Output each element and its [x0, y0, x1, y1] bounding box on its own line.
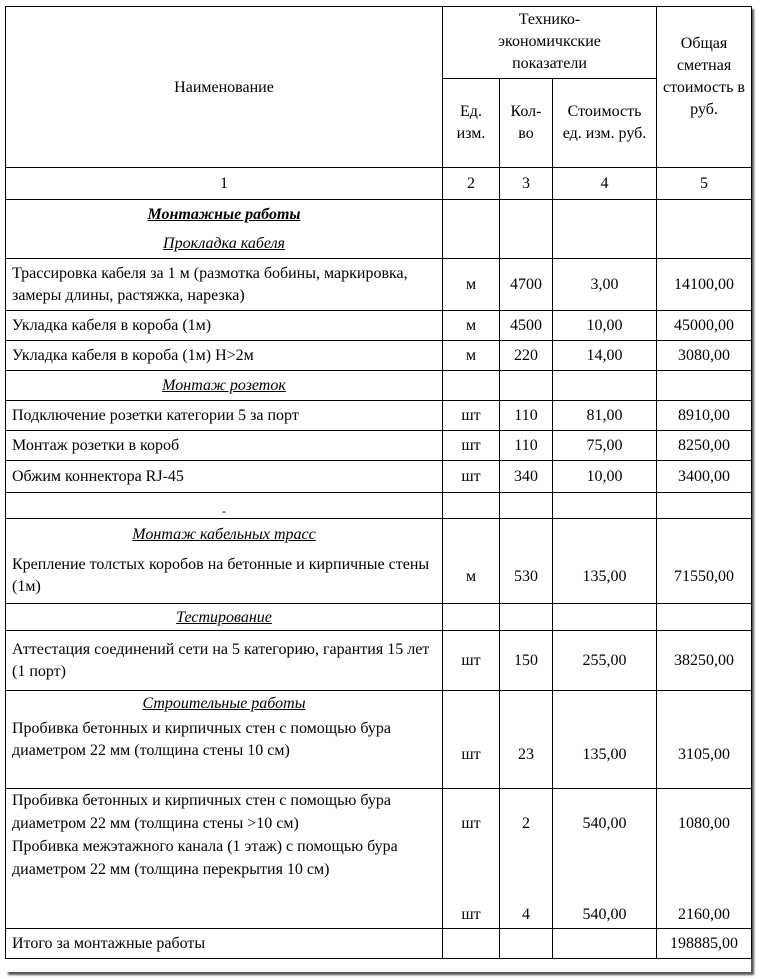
- section-construction-title: Строительные работы: [142, 695, 306, 712]
- construction-cell: [6, 691, 443, 789]
- row-qty: 4: [522, 906, 530, 923]
- row-name: Аттестация соединений сети на 5 категорию, гарантия 15 лет (1 порт): [6, 631, 443, 691]
- row-total: 3400,00: [657, 461, 752, 493]
- row-qty: 4500: [500, 311, 553, 341]
- row-unit: шт: [443, 431, 500, 461]
- row-unit: шт: [443, 401, 500, 431]
- row-qty: 220: [500, 341, 553, 371]
- total-row: [6, 929, 752, 959]
- row-name: Пробивка бетонных и кирпичных стен с помощью бура диаметром 22 мм (толщина стены 10 см): [12, 720, 391, 759]
- header-unit: Ед. изм.: [443, 79, 500, 168]
- row-name: Обжим коннектора RJ-45: [6, 461, 443, 493]
- row-price: 540,00: [582, 815, 627, 832]
- section-row: [6, 200, 752, 259]
- section-main-title: Монтажные работы: [147, 206, 301, 223]
- row-name: Пробивка межэтажного канала (1 этаж) с помощью бура диаметром 22 мм (толщина перекрытия 10 см): [12, 838, 398, 878]
- row-price: 81,00: [553, 401, 657, 431]
- row-qty: 2: [522, 815, 530, 832]
- row-total: 8250,00: [657, 431, 752, 461]
- table-row: [6, 311, 752, 341]
- row-unit: м: [443, 341, 500, 371]
- row-qty: 110: [500, 401, 553, 431]
- row-unit: м: [443, 259, 500, 311]
- row-unit: м: [443, 519, 500, 604]
- routes-cell: [6, 519, 443, 604]
- row-qty: 150: [500, 631, 553, 691]
- total-value: 198885,00: [657, 929, 752, 959]
- row-price-cell: [553, 789, 657, 929]
- row-price: 255,00: [553, 631, 657, 691]
- row-price: 135,00: [553, 519, 657, 604]
- col-number: 2: [443, 168, 500, 200]
- row-name: Подключение розетки категории 5 за порт: [6, 401, 443, 431]
- row-total: 45000,00: [657, 311, 752, 341]
- header-unit-cost: Стоимость ед. изм. руб.: [553, 79, 657, 168]
- row-qty: 4700: [500, 259, 553, 311]
- row-qty: 530: [500, 519, 553, 604]
- row-unit: шт: [443, 691, 500, 789]
- section-row: [6, 604, 752, 631]
- section-header-cell: [6, 200, 443, 259]
- header-qty: Кол-во: [500, 79, 553, 168]
- row-unit: м: [443, 311, 500, 341]
- blank-row: [6, 493, 752, 519]
- row-price: 14,00: [553, 341, 657, 371]
- row-total: 8910,00: [657, 401, 752, 431]
- estimate-table-frame: [5, 6, 751, 972]
- row-total: 14100,00: [657, 259, 752, 311]
- section-routes-title: Монтаж кабельных трасс: [132, 526, 316, 543]
- table-row: [6, 461, 752, 493]
- row-price: 10,00: [553, 461, 657, 493]
- table-row: [6, 259, 752, 311]
- row-name: Укладка кабеля в короба (1м): [6, 311, 443, 341]
- row-total: 3080,00: [657, 341, 752, 371]
- row-total-cell: [657, 789, 752, 929]
- row-name: Монтаж розетки в короб: [6, 431, 443, 461]
- header-name: Наименование: [6, 7, 443, 168]
- row-name: Трассировка кабеля за 1 м (размотка бобины, маркировка, замеры длины, растяжка, нарезка): [6, 259, 443, 311]
- row-price: 10,00: [553, 311, 657, 341]
- table-row: [6, 519, 752, 604]
- row-price: 3,00: [553, 259, 657, 311]
- row-total: 2160,00: [678, 906, 731, 923]
- row-unit-cell: [443, 789, 500, 929]
- drilling-cell: [6, 789, 443, 929]
- row-price: 135,00: [553, 691, 657, 789]
- section-cable-title: Прокладка кабеля: [163, 235, 285, 252]
- section-row: [6, 371, 752, 401]
- table-row: [6, 789, 752, 929]
- row-total: 3105,00: [657, 691, 752, 789]
- header-total: Общая сметная стоимость в руб.: [657, 7, 752, 168]
- col-number: 1: [6, 168, 443, 200]
- table-row: [6, 691, 752, 789]
- table-row: [6, 401, 752, 431]
- col-number: 4: [553, 168, 657, 200]
- row-price: 75,00: [553, 431, 657, 461]
- dash-mark: -: [6, 493, 443, 519]
- row-unit: шт: [443, 461, 500, 493]
- col-number: 3: [500, 168, 553, 200]
- row-unit: шт: [461, 906, 481, 923]
- row-total: 38250,00: [657, 631, 752, 691]
- row-name: Пробивка бетонных и кирпичных стен с помощью бура диаметром 22 мм (толщина стены >10 см): [12, 792, 391, 832]
- header-row-1: [6, 7, 752, 79]
- table-row: [6, 341, 752, 371]
- row-name: Крепление толстых коробов на бетонные и кирпичные стены (1м): [12, 556, 430, 595]
- header-tech-econ: Технико-экономичкские показатели: [443, 7, 657, 79]
- row-price: 540,00: [582, 906, 627, 923]
- column-numbers-row: [6, 168, 752, 200]
- table-row: [6, 431, 752, 461]
- row-qty-cell: [500, 789, 553, 929]
- row-total: 71550,00: [657, 519, 752, 604]
- row-qty: 23: [500, 691, 553, 789]
- total-label: Итого за монтажные работы: [6, 929, 443, 959]
- table-row: [6, 631, 752, 691]
- row-total: 1080,00: [678, 815, 731, 832]
- estimate-table: [5, 6, 752, 959]
- col-number: 5: [657, 168, 752, 200]
- row-qty: 110: [500, 431, 553, 461]
- row-unit: шт: [443, 631, 500, 691]
- row-unit: шт: [461, 815, 481, 832]
- row-name: Укладка кабеля в короба (1м) Н>2м: [6, 341, 443, 371]
- section-sockets-title: Монтаж розеток: [6, 371, 443, 401]
- section-testing-title: Тестирование: [6, 604, 443, 631]
- row-qty: 340: [500, 461, 553, 493]
